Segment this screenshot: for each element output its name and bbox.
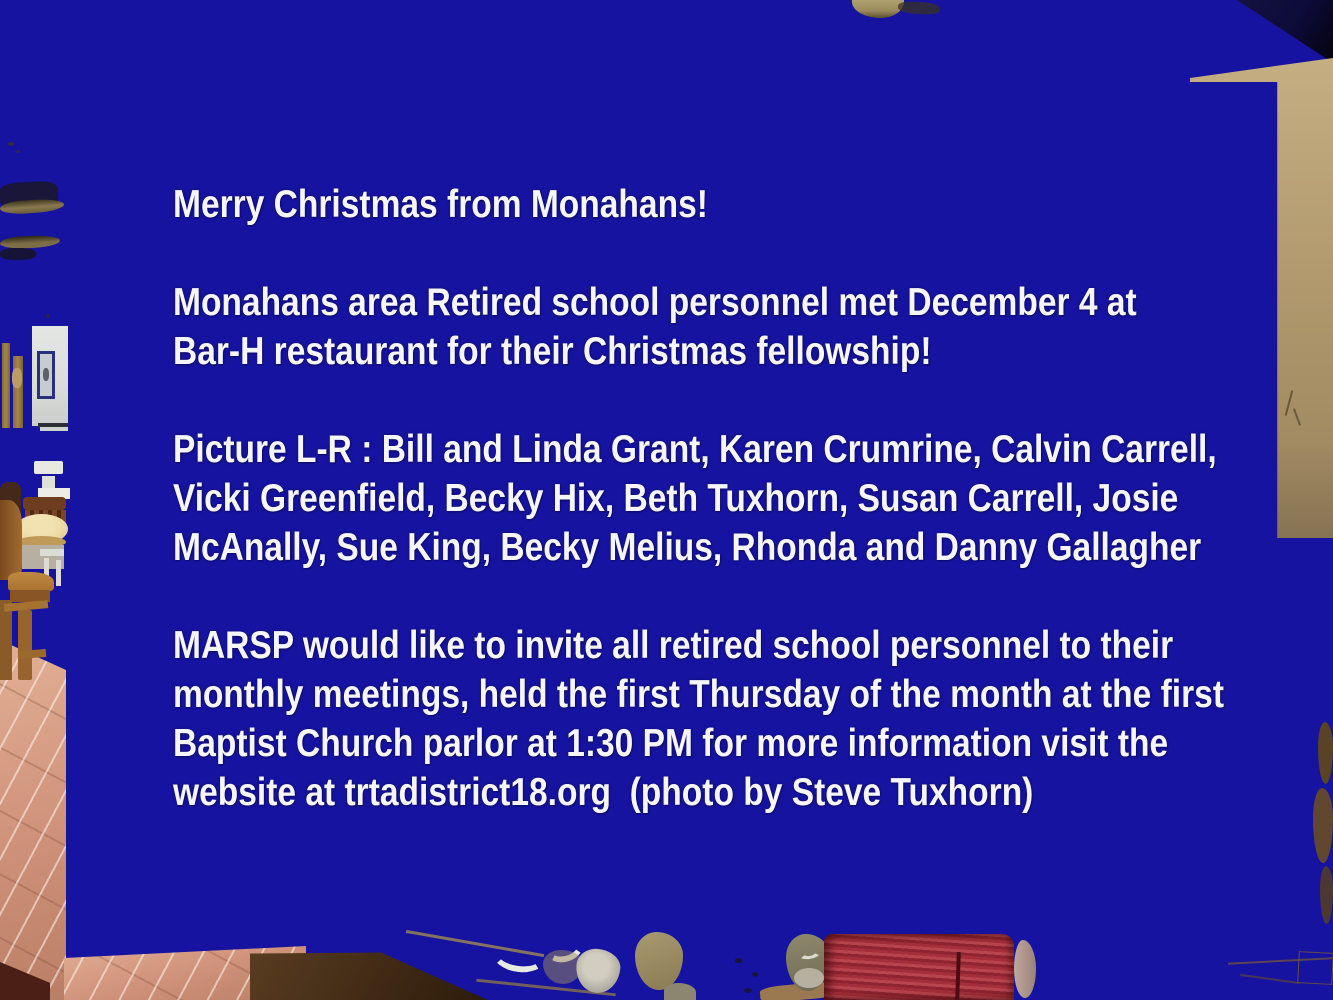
- right-wood-patch-1: [1318, 722, 1333, 784]
- text-line: Vicki Greenfield, Becky Hix, Beth Tuxhorn, Susan Carrell, Josie: [173, 477, 1179, 520]
- wall-speck-1: [8, 142, 14, 146]
- red-skirt: [824, 934, 1014, 1000]
- table-leg-2: [56, 560, 61, 586]
- floor-dot-2: [752, 972, 758, 977]
- wall-speck-2: [16, 150, 20, 153]
- wall-speck-3: [46, 314, 50, 318]
- text-line: Monahans area Retired school personnel met December 4 at: [173, 281, 1137, 324]
- invitation-paragraph: [173, 621, 1224, 817]
- text-line: monthly meetings, held the first Thursday of the month at the first: [173, 673, 1225, 716]
- shoe-pair-edge: [664, 983, 696, 1000]
- sneaker-heel: [794, 968, 824, 988]
- table-leg-bar: [40, 549, 64, 556]
- chair-outline-line-2: [1240, 974, 1300, 984]
- picture-frame-figure: [43, 368, 49, 381]
- right-wood-patch-3: [1320, 866, 1333, 924]
- floor-dot-1: [735, 958, 742, 963]
- title-line: Merry Christmas from Monahans!: [173, 183, 708, 226]
- front-chair-leg-2: [18, 610, 32, 680]
- slat-chair-rail: [23, 497, 66, 510]
- text-line: MARSP would like to invite all retired school personnel to their: [173, 624, 1174, 667]
- highchair-top-bar: [34, 461, 63, 474]
- wood-trim-1: [2, 343, 10, 428]
- shoe-outline-1: [491, 938, 547, 976]
- text-line: website at trtadistrict18.org (photo by Steve Tuxhorn): [173, 771, 1034, 814]
- text-line: Baptist Church parlor at 1:30 PM for more information visit the: [173, 722, 1169, 765]
- shelf-streak-shadow: [0, 248, 36, 260]
- photo-caption-paragraph: [173, 425, 1224, 572]
- front-chair-seat: [8, 572, 54, 592]
- tile-floor-dark-band: [250, 946, 488, 1000]
- ceiling-shadow-corner: [1237, 0, 1333, 63]
- floor-dot-3: [744, 988, 752, 993]
- wall-base-sliver: [40, 427, 68, 431]
- ceiling-dark-streak: [898, 1, 941, 16]
- wood-knob: [12, 368, 22, 388]
- chair-outline-rect: [1297, 951, 1333, 985]
- announcement-text: [173, 180, 1224, 817]
- tile-floor-left: [0, 640, 66, 1000]
- highchair-mid: [42, 476, 55, 488]
- gray-shoe: [574, 947, 622, 995]
- text-line: Bar-H restaurant for their Christmas fellowship!: [173, 330, 932, 373]
- text-line: McAnally, Sue King, Becky Melius, Rhonda and Danny Gallagher: [173, 526, 1202, 569]
- front-chair-back: [0, 500, 22, 580]
- tan-loafer: [635, 932, 683, 990]
- wood-trim-2: [13, 356, 23, 428]
- greeting-title: [173, 180, 1224, 229]
- meeting-recap-paragraph: [173, 278, 1224, 376]
- ceiling-light-blob: [852, 0, 904, 18]
- right-wood-patch-2: [1313, 788, 1333, 863]
- pink-shoe: [1014, 940, 1036, 998]
- front-chair-rung-2: [18, 649, 46, 659]
- front-chair-leg-1: [0, 600, 12, 680]
- text-line: Picture L-R : Bill and Linda Grant, Karen Crumrine, Calvin Carrell,: [173, 428, 1217, 471]
